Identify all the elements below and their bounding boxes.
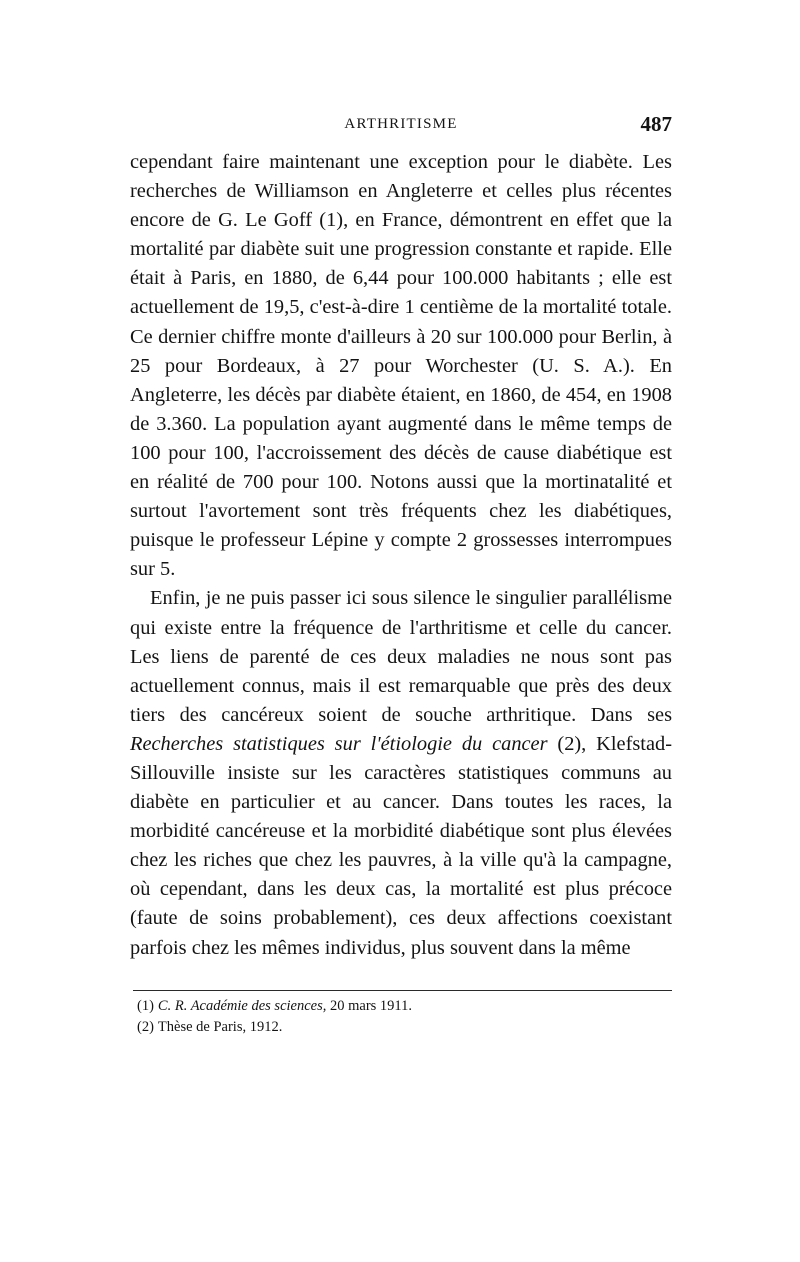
paragraph xyxy=(130,584,672,962)
footnote xyxy=(137,1017,657,1038)
footnote-source: C. R. Académie des sciences, xyxy=(157,998,327,1014)
footnote-divider xyxy=(133,990,672,991)
paragraph-text: cependant faire maintenant une exception pour le diabète. Les recherches de Williamson en Angleterre et celles plus récentes encore de G. Le Goff (1), en France, démontrent en effet que la mortalité par diabète suit une progression constante et rapide. Elle était à Paris, en 1880, de 6,44 pour 100.000 habitants ; elle est actuellement de 19,5, c'est-à-dire 1 centième de la mortalité totale. Ce dernier chiffre monte d'ailleurs à 20 sur 100.000 pour Berlin, à 25 pour Bordeaux, à 27 pour Worchester (U. S. A.). En Angleterre, les décès par diabète étaient, en 1860, de 454, en 1908 de 3.360. La population ayant augmenté dans le même temps de 100 pour 100, l'accroissement des décès de cause diabétique est en réalité de 700 pour 100. Notons aussi que la mortinatalité et surtout l'avortement sont très fréquents chez les diabétiques, puisque le professeur Lépine y compte 2 grossesses interrompues sur 5. xyxy=(130,151,672,581)
running-head xyxy=(130,112,672,138)
footnotes xyxy=(137,996,657,1038)
footnote-number: (1) xyxy=(137,998,154,1014)
footnote-text: Thèse de Paris, 1912. xyxy=(157,1019,283,1035)
footnote-number: (2) xyxy=(137,1019,154,1035)
cited-title: Recherches statistiques sur l'étiologie du cancer xyxy=(130,732,548,755)
paragraph-text: (2), Klefstad-Sillouville insiste sur les caractères statistiques communs au diabète en particulier et au cancer. Dans toutes les races, la morbidité cancéreuse et la morbidité diabétique sont plus élevées chez les riches que chez les pauvres, à la ville qu'à la campagne, où cependant, dans les deux cas, la mortalité est plus précoce (faute de soins probablement), ces deux affections coexistant parfois chez les mêmes individus, plus souvent dans la même xyxy=(130,732,672,959)
page-number: 487 xyxy=(640,112,672,136)
body-text xyxy=(130,148,672,963)
footnote xyxy=(137,996,657,1017)
footnote-text: 20 mars 1911. xyxy=(326,998,413,1014)
paragraph xyxy=(130,148,672,584)
paragraph-text: Enfin, je ne puis passer ici sous silence le singulier parallélisme qui existe entre la fréquence de l'arthritisme et celle du cancer. Les liens de parenté de ces deux maladies ne nous sont pas actuellement connus, mais il est remarquable que près des deux tiers des cancéreux soient de souche arthritique. Dans ses xyxy=(130,587,672,726)
running-title: ARTHRITISME xyxy=(344,116,458,132)
